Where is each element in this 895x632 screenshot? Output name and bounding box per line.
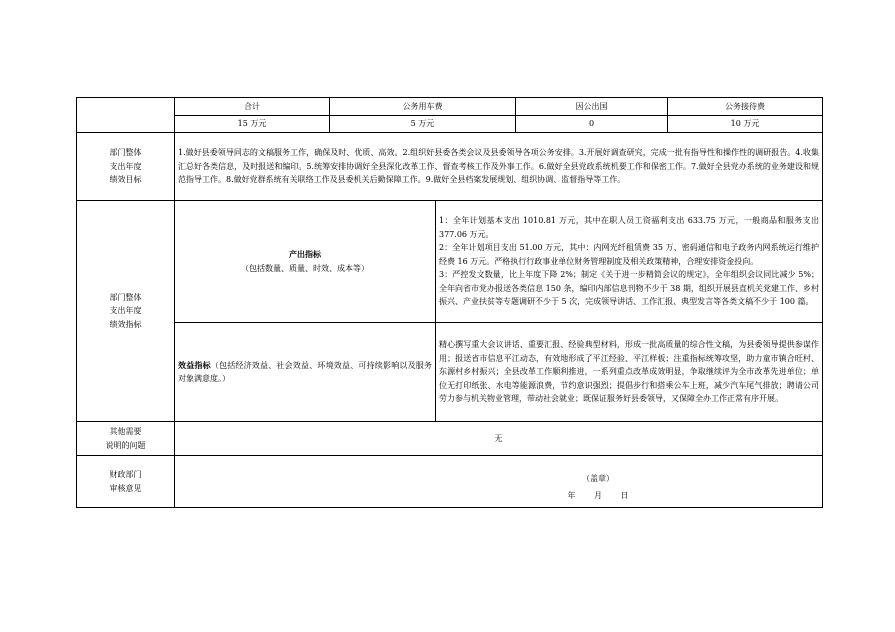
summary-values-row <box>77 116 823 133</box>
output-line: 3：严控发文数量，比上年度下降 2%；制定《关于进一步精简会议的规定》，全年组织会议同比减少 5%；全年向省市党办报送各类信息 150 条，编印内部信息刊物不少于 38 期，组织开展县直机关党建工作、乡村振兴、产业扶贫等专题调研不少于 5 次，完成领导讲话、工作汇报、典型发言等各类文稿不少于 100 篇。 <box>439 270 819 307</box>
other-row <box>77 422 823 456</box>
other-label <box>77 422 175 456</box>
value-reception: 10 万元 <box>668 116 823 133</box>
date-year: 年 <box>567 490 576 500</box>
output-line: 1：全年计划基本支出 1010.81 万元，其中在职人员工资福利支出 633.75 万元，一般商品和服务支出 377.06 万元。 <box>439 216 819 239</box>
review-label-line: 审核意见 <box>109 483 142 493</box>
benefit-indicator-title: 效益指标 <box>178 359 211 370</box>
goals-label-line: 支出年度 <box>109 161 142 171</box>
header-total: 合计 <box>175 98 330 116</box>
header-abroad: 因公出国 <box>516 98 668 116</box>
date-day: 日 <box>620 490 629 500</box>
output-line: 2：全年计划项目支出 51.00 万元，其中：内网光纤租赁费 35 万、密码通信和电子政务内网系统运行维护经费 16 万元。严格执行行政事业单位财务管理制度及相关政策精神，合理安排资金投向。 <box>439 243 819 266</box>
goals-row <box>77 133 823 201</box>
other-label-line: 其他需要 <box>109 427 142 436</box>
date-month: 月 <box>594 490 602 500</box>
summary-blank-cell <box>77 98 175 133</box>
benefit-indicator-label <box>175 323 436 422</box>
seal-text: （盖章） <box>582 473 614 483</box>
benefit-indicator-text: 精心撰写重大会议讲话、重要汇报、经验典型材料，形成一批高质量的综合性文稿，为县委领导提供参谋作用；报送省市信息平江动态，有效地形成了平江经验、平江样板；注重指标统筹攻坚，助力童市镇合旺村、东源村乡村振兴；全县改革工作顺利推进，一系列重点改革成效明显，争取继续评为全市改革先进单位；单位无打印纸张、水电等能源浪费，节约意识强烈；提倡步行和搭乘公车上班，减少汽车尾气排放；聘请公司劳力参与机关物业管理，带动社会就业；既保证服务好县委领导，又保障全办工作正常有序开展。 <box>436 323 823 422</box>
output-indicator-title: 产出指标 <box>289 249 321 259</box>
indicators-label-line: 支出年度 <box>109 306 142 316</box>
review-row <box>77 456 823 508</box>
indicators-label <box>77 201 175 422</box>
other-label-line: 说明的问题 <box>105 440 146 450</box>
output-row <box>77 201 823 323</box>
indicators-label-line: 绩效指标 <box>109 319 142 329</box>
goals-text: 1.做好县委领导同志的文稿服务工作，确保及时、优质、高效。2.组织好县委各类会议及县委领导各项公务安排。3.开展好调查研究，完成一批有指导性和操作性的调研报告。4.收集汇总好各类信息，及时报送和编印。5.统筹安排协调好全县深化改革工作、督查考核工作及外事工作。6.做好全县党政系统机要工作和保密工作。7.做好全县党办系统的业务建设和规范指导工作。8.做好党群系统有关联络工作及县委机关后勤保障工作。9.做好全县档案发展规划、组织协调、监督指导等工作。 <box>175 133 823 201</box>
header-vehicle: 公务用车费 <box>330 98 516 116</box>
indicators-label-line: 部门整体 <box>109 292 142 302</box>
goals-label-line: 绩效目标 <box>109 175 142 185</box>
review-label <box>77 456 175 508</box>
goals-label <box>77 133 175 201</box>
value-total: 15 万元 <box>175 116 330 133</box>
output-indicator-label <box>175 201 436 323</box>
summary-header-row <box>77 98 823 116</box>
goals-label-line: 部门整体 <box>109 148 142 158</box>
seal-date <box>478 487 718 504</box>
benefit-indicator-subtitle: （包括经济效益、社会效益、环境效益、可持续影响以及服务对象满意度。） <box>178 360 433 383</box>
value-vehicle: 5 万元 <box>330 116 516 133</box>
review-content <box>175 456 823 508</box>
header-reception: 公务接待费 <box>668 98 823 116</box>
output-indicator-text <box>436 201 823 323</box>
review-label-line: 财政部门 <box>109 470 142 479</box>
benefit-row <box>77 323 823 422</box>
value-abroad: 0 <box>516 116 668 133</box>
seal-block <box>478 460 718 504</box>
performance-table <box>76 97 823 508</box>
output-indicator-subtitle: （包括数量、质量、时效、成本等） <box>241 263 369 273</box>
other-value: 无 <box>175 422 823 456</box>
